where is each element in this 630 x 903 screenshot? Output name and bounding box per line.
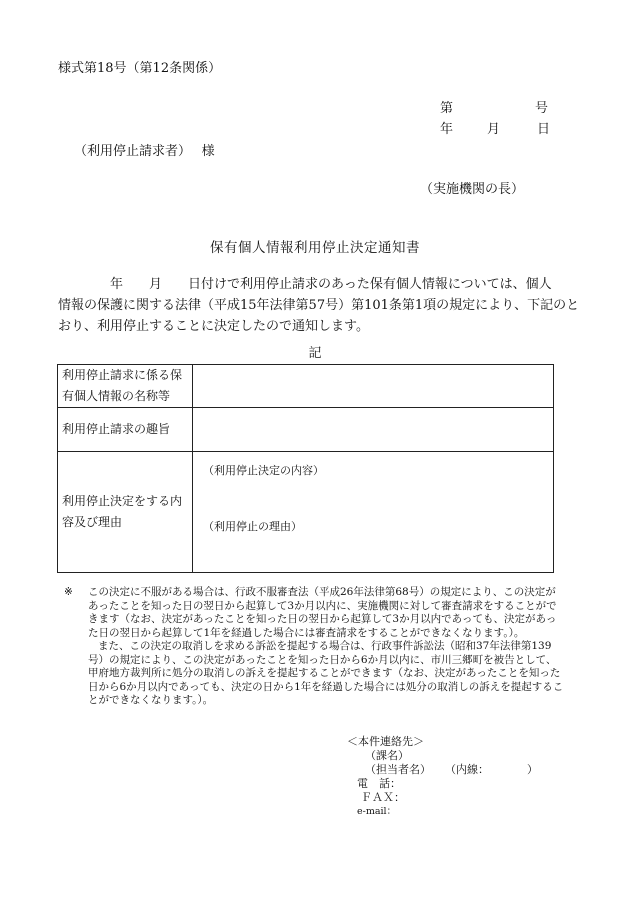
decision-table (57, 364, 554, 573)
contact-department: （課名） (365, 749, 409, 762)
label-line: 利用停止請求の趣旨 (62, 422, 171, 436)
body-text (58, 274, 580, 337)
decision-value[interactable] (193, 452, 554, 573)
row-label-target-info (58, 365, 193, 408)
row-label-decision (58, 452, 193, 573)
table-row (58, 408, 554, 452)
label-line: 容及び理由 (62, 515, 123, 529)
note-paragraph-lawsuit: また、この決定の取消しを求める訴訟を提起する場合は、行政事件訴訟法（昭和37年法律第139号）の規定により、この決定があったことを知った日から6か月以内に、市川三郷町を被告として、甲府地方裁判所に処分の取消しの訴えを提起することができます（なお、決定があったことを知った日から6か月以内であっても、決定の日から1年を経過した場合には処分の取消しの訴えを提起することができなくなります。）。 (88, 640, 564, 706)
note-mark: ※ (64, 586, 73, 598)
body-line-3: おり、利用停止することに決定したので通知します。 (58, 319, 369, 334)
contact-block (347, 735, 538, 819)
decision-reason-label: （利用停止の理由） (203, 520, 302, 533)
label-line: 利用停止決定をする内 (62, 494, 183, 508)
target-info-value[interactable] (193, 365, 554, 408)
label-line: 利用停止請求に係る保 (62, 368, 183, 382)
document-title: 保有個人情報利用停止決定通知書 (210, 240, 420, 256)
table-row (58, 365, 554, 408)
row-label-request-purpose (58, 408, 193, 452)
contact-phone: 電 話： (357, 777, 401, 790)
contact-person: （担当者名） (365, 763, 431, 776)
label-line: 有個人情報の名称等 (62, 389, 171, 403)
date-month-label: 月 (487, 122, 501, 137)
table-row (58, 452, 554, 573)
contact-extension: （内線： (445, 763, 489, 776)
date-day-label: 日 (537, 122, 551, 137)
appeal-note (64, 586, 564, 708)
form-number: 様式第18号（第12条関係） (58, 61, 222, 76)
decision-content-label: （利用停止決定の内容） (203, 464, 324, 477)
contact-email: e-mail： (357, 806, 397, 817)
contact-person-line (347, 763, 538, 777)
document-number-suffix: 号 (535, 101, 549, 116)
recipient: （利用停止請求者） 様 (74, 144, 215, 159)
date-year-label: 年 (440, 122, 454, 137)
contact-extension-close: ） (527, 763, 538, 776)
request-purpose-value[interactable] (193, 408, 554, 452)
sender: （実施機関の長） (420, 182, 525, 197)
document-number-prefix: 第 (440, 101, 454, 116)
contact-title: ＜本件連絡先＞ (347, 735, 424, 748)
contact-fax: ＦＡＸ： (361, 791, 405, 804)
note-paragraph-appeal: この決定に不服がある場合は、行政不服審査法（平成26年法律第68号）の規定により、この決定があったことを知った日の翌日から起算して3か月以内に、実施機関に対して審査請求をすることができます（なお、決定があったことを知った日の翌日から起算して3か月以内であっても、決定があった日の翌日から起算して1年を経過した場合には審査請求をすることができなくなります。）。 (88, 586, 557, 639)
ki-heading: 記 (308, 346, 322, 361)
body-line-2: 情報の保護に関する法律（平成15年法律第57号）第101条第1項の規定により、下記のと (58, 298, 580, 313)
body-line-1: 年 月 日付けで利用停止請求のあった保有個人情報については、個人 (110, 277, 552, 292)
